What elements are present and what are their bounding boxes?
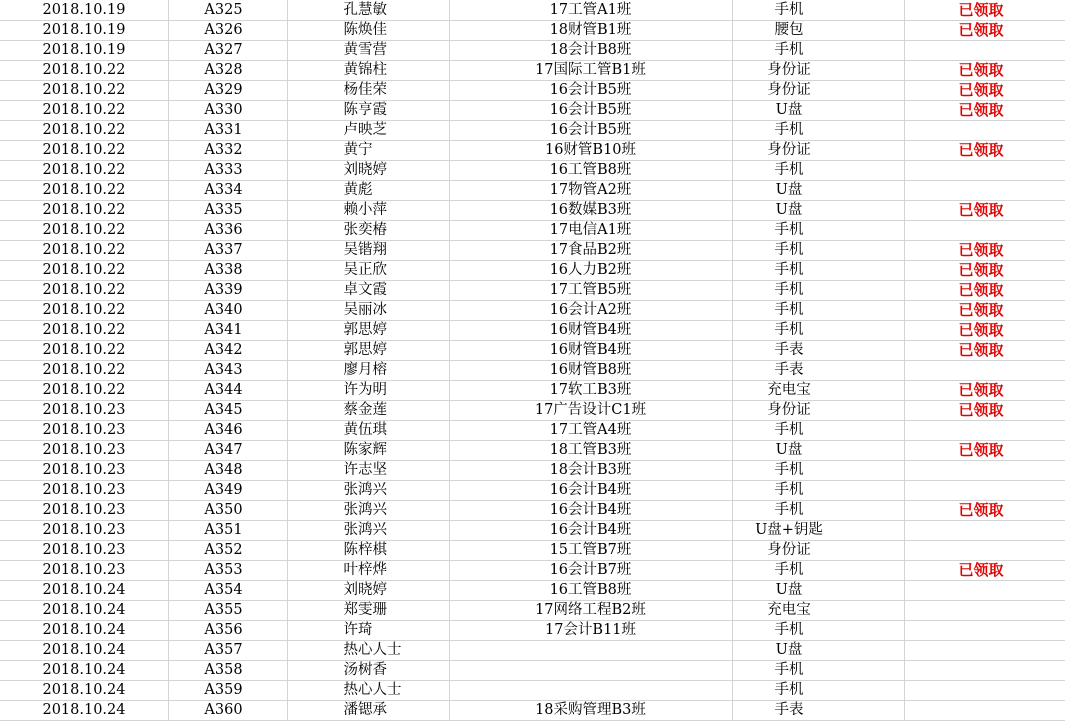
name-cell[interactable]: 许志坚 [287, 461, 449, 481]
table-row [0, 601, 1065, 621]
status-cell[interactable] [904, 481, 1065, 501]
status-cell[interactable] [904, 661, 1065, 681]
name-cell[interactable]: 赖小萍 [287, 201, 449, 221]
class-cell[interactable]: 15工管B7班 [449, 541, 732, 561]
date-cell[interactable]: 2018.10.23 [0, 481, 168, 501]
status-cell[interactable] [904, 641, 1065, 661]
class-cell[interactable] [449, 641, 732, 661]
item-cell[interactable]: U盘 [732, 441, 904, 461]
item-cell[interactable]: 手机 [732, 681, 904, 701]
table-row [0, 701, 1065, 721]
name-cell[interactable]: 陈家辉 [287, 441, 449, 461]
item-cell[interactable]: U盘 [732, 101, 904, 121]
class-cell[interactable]: 16会计B4班 [449, 481, 732, 501]
item-cell[interactable]: 手机 [732, 661, 904, 681]
name-cell[interactable]: 郑雯珊 [287, 601, 449, 621]
code-cell[interactable]: A353 [168, 561, 287, 581]
name-cell[interactable]: 杨佳荣 [287, 81, 449, 101]
name-cell[interactable]: 吴锴翔 [287, 241, 449, 261]
status-cell[interactable] [904, 701, 1065, 721]
date-cell[interactable]: 2018.10.22 [0, 121, 168, 141]
name-cell[interactable]: 张鸿兴 [287, 521, 449, 541]
table-row [0, 661, 1065, 681]
class-cell[interactable]: 18采购管理B3班 [449, 701, 732, 721]
status-cell[interactable]: 已领取 [904, 81, 1065, 101]
code-cell[interactable]: A354 [168, 581, 287, 601]
item-cell[interactable]: U盘 [732, 181, 904, 201]
code-cell[interactable]: A344 [168, 381, 287, 401]
item-cell[interactable]: 身份证 [732, 401, 904, 421]
class-cell[interactable]: 18财管B1班 [449, 21, 732, 41]
code-cell[interactable]: A358 [168, 661, 287, 681]
table-row [0, 581, 1065, 601]
class-cell[interactable]: 18会计B8班 [449, 41, 732, 61]
item-cell[interactable]: 手机 [732, 41, 904, 61]
status-cell[interactable] [904, 41, 1065, 61]
date-cell[interactable]: 2018.10.23 [0, 521, 168, 541]
name-cell[interactable]: 汤树香 [287, 661, 449, 681]
name-cell[interactable]: 陈焕佳 [287, 21, 449, 41]
class-cell[interactable]: 17物管A2班 [449, 181, 732, 201]
item-cell[interactable]: 手机 [732, 321, 904, 341]
item-cell[interactable]: 身份证 [732, 81, 904, 101]
code-cell[interactable]: A349 [168, 481, 287, 501]
status-cell[interactable] [904, 581, 1065, 601]
name-cell[interactable]: 吴丽冰 [287, 301, 449, 321]
date-cell[interactable]: 2018.10.23 [0, 461, 168, 481]
code-cell[interactable]: A340 [168, 301, 287, 321]
table-row [0, 221, 1065, 241]
status-cell[interactable] [904, 121, 1065, 141]
item-cell[interactable]: 手机 [732, 621, 904, 641]
table-row [0, 61, 1065, 81]
code-cell[interactable]: A350 [168, 501, 287, 521]
class-cell[interactable]: 16会计B5班 [449, 121, 732, 141]
name-cell[interactable]: 叶梓烨 [287, 561, 449, 581]
name-cell[interactable]: 吴正欣 [287, 261, 449, 281]
code-cell[interactable]: A341 [168, 321, 287, 341]
name-cell[interactable]: 张鸿兴 [287, 481, 449, 501]
status-cell[interactable]: 已领取 [904, 281, 1065, 301]
item-cell[interactable]: U盘 [732, 581, 904, 601]
date-cell[interactable]: 2018.10.22 [0, 61, 168, 81]
table-row [0, 321, 1065, 341]
name-cell[interactable]: 卓文霞 [287, 281, 449, 301]
table-row [0, 361, 1065, 381]
name-cell[interactable]: 黄宁 [287, 141, 449, 161]
code-cell[interactable]: A328 [168, 61, 287, 81]
name-cell[interactable]: 黄伍琪 [287, 421, 449, 441]
item-cell[interactable]: U盘 [732, 641, 904, 661]
status-cell[interactable]: 已领取 [904, 441, 1065, 461]
date-cell[interactable]: 2018.10.23 [0, 541, 168, 561]
date-cell[interactable]: 2018.10.22 [0, 321, 168, 341]
date-cell[interactable]: 2018.10.24 [0, 601, 168, 621]
code-cell[interactable]: A339 [168, 281, 287, 301]
item-cell[interactable]: 手机 [732, 241, 904, 261]
table-row [0, 461, 1065, 481]
table-row [0, 241, 1065, 261]
date-cell[interactable]: 2018.10.22 [0, 301, 168, 321]
status-cell[interactable]: 已领取 [904, 501, 1065, 521]
table-row [0, 201, 1065, 221]
class-cell[interactable]: 16财管B4班 [449, 321, 732, 341]
status-cell[interactable] [904, 621, 1065, 641]
code-cell[interactable]: A359 [168, 681, 287, 701]
code-cell[interactable]: A351 [168, 521, 287, 541]
date-cell[interactable]: 2018.10.24 [0, 681, 168, 701]
status-cell[interactable]: 已领取 [904, 261, 1065, 281]
table-row [0, 681, 1065, 701]
table-row [0, 261, 1065, 281]
status-cell[interactable] [904, 461, 1065, 481]
name-cell[interactable]: 潘锶承 [287, 701, 449, 721]
class-cell[interactable]: 16会计B7班 [449, 561, 732, 581]
name-cell[interactable]: 卢映芝 [287, 121, 449, 141]
code-cell[interactable]: A343 [168, 361, 287, 381]
status-cell[interactable] [904, 521, 1065, 541]
class-cell[interactable]: 17工管B5班 [449, 281, 732, 301]
item-cell[interactable]: 手表 [732, 701, 904, 721]
date-cell[interactable]: 2018.10.22 [0, 381, 168, 401]
table-row [0, 41, 1065, 61]
class-cell[interactable]: 16人力B2班 [449, 261, 732, 281]
code-cell[interactable]: A342 [168, 341, 287, 361]
class-cell[interactable]: 17网络工程B2班 [449, 601, 732, 621]
status-cell[interactable]: 已领取 [904, 201, 1065, 221]
name-cell[interactable]: 刘晓婷 [287, 161, 449, 181]
name-cell[interactable]: 郭思婷 [287, 321, 449, 341]
item-cell[interactable]: 身份证 [732, 141, 904, 161]
table-row [0, 381, 1065, 401]
item-cell[interactable]: 手机 [732, 461, 904, 481]
table-row [0, 421, 1065, 441]
table-row [0, 441, 1065, 461]
date-cell[interactable]: 2018.10.22 [0, 141, 168, 161]
date-cell[interactable]: 2018.10.22 [0, 181, 168, 201]
table-row [0, 341, 1065, 361]
class-cell[interactable]: 16会计A2班 [449, 301, 732, 321]
name-cell[interactable]: 黄彪 [287, 181, 449, 201]
code-cell[interactable]: A329 [168, 81, 287, 101]
date-cell[interactable]: 2018.10.24 [0, 641, 168, 661]
name-cell[interactable]: 张奕椿 [287, 221, 449, 241]
table-row [0, 121, 1065, 141]
table-row [0, 641, 1065, 661]
code-cell[interactable]: A356 [168, 621, 287, 641]
class-cell[interactable] [449, 661, 732, 681]
status-cell[interactable] [904, 161, 1065, 181]
item-cell[interactable]: 手机 [732, 221, 904, 241]
table-row [0, 21, 1065, 41]
name-cell[interactable]: 许为明 [287, 381, 449, 401]
class-cell[interactable]: 16数媒B3班 [449, 201, 732, 221]
code-cell[interactable]: A345 [168, 401, 287, 421]
table-row [0, 481, 1065, 501]
item-cell[interactable]: 手机 [732, 421, 904, 441]
code-cell[interactable]: A336 [168, 221, 287, 241]
class-cell[interactable]: 17食品B2班 [449, 241, 732, 261]
date-cell[interactable]: 2018.10.19 [0, 0, 168, 21]
item-cell[interactable]: 手机 [732, 261, 904, 281]
status-cell[interactable]: 已领取 [904, 561, 1065, 581]
name-cell[interactable]: 黄雪营 [287, 41, 449, 61]
date-cell[interactable]: 2018.10.22 [0, 361, 168, 381]
date-cell[interactable]: 2018.10.24 [0, 701, 168, 721]
class-cell[interactable]: 16工管B8班 [449, 161, 732, 181]
name-cell[interactable]: 张鸿兴 [287, 501, 449, 521]
class-cell[interactable]: 17软工B3班 [449, 381, 732, 401]
status-cell[interactable] [904, 361, 1065, 381]
class-cell[interactable]: 17广告设计C1班 [449, 401, 732, 421]
item-cell[interactable]: 充电宝 [732, 381, 904, 401]
date-cell[interactable]: 2018.10.22 [0, 221, 168, 241]
table-row [0, 161, 1065, 181]
code-cell[interactable]: A330 [168, 101, 287, 121]
status-cell[interactable] [904, 681, 1065, 701]
item-cell[interactable]: 身份证 [732, 61, 904, 81]
code-cell[interactable]: A334 [168, 181, 287, 201]
date-cell[interactable]: 2018.10.22 [0, 201, 168, 221]
table-row [0, 401, 1065, 421]
code-cell[interactable]: A326 [168, 21, 287, 41]
item-cell[interactable]: U盘+钥匙 [732, 521, 904, 541]
status-cell[interactable]: 已领取 [904, 321, 1065, 341]
status-cell[interactable]: 已领取 [904, 381, 1065, 401]
status-cell[interactable] [904, 421, 1065, 441]
date-cell[interactable]: 2018.10.22 [0, 341, 168, 361]
class-cell[interactable]: 17电信A1班 [449, 221, 732, 241]
table-row [0, 0, 1065, 21]
code-cell[interactable]: A331 [168, 121, 287, 141]
name-cell[interactable]: 郭思婷 [287, 341, 449, 361]
date-cell[interactable]: 2018.10.23 [0, 441, 168, 461]
code-cell[interactable]: A352 [168, 541, 287, 561]
code-cell[interactable]: A355 [168, 601, 287, 621]
class-cell[interactable]: 16工管B8班 [449, 581, 732, 601]
code-cell[interactable]: A332 [168, 141, 287, 161]
table-row [0, 81, 1065, 101]
date-cell[interactable]: 2018.10.22 [0, 241, 168, 261]
date-cell[interactable]: 2018.10.22 [0, 81, 168, 101]
item-cell[interactable]: 手表 [732, 341, 904, 361]
class-cell[interactable]: 18工管B3班 [449, 441, 732, 461]
table-row [0, 501, 1065, 521]
item-cell[interactable]: 手机 [732, 161, 904, 181]
status-cell[interactable]: 已领取 [904, 0, 1065, 21]
class-cell[interactable]: 17工管A1班 [449, 0, 732, 21]
status-cell[interactable]: 已领取 [904, 401, 1065, 421]
status-cell[interactable]: 已领取 [904, 241, 1065, 261]
status-cell[interactable]: 已领取 [904, 141, 1065, 161]
code-cell[interactable]: A360 [168, 701, 287, 721]
status-cell[interactable]: 已领取 [904, 21, 1065, 41]
table-row [0, 521, 1065, 541]
item-cell[interactable]: 腰包 [732, 21, 904, 41]
table-row [0, 621, 1065, 641]
table-row [0, 541, 1065, 561]
class-cell[interactable]: 16会计B5班 [449, 101, 732, 121]
date-cell[interactable]: 2018.10.23 [0, 501, 168, 521]
table-row [0, 301, 1065, 321]
date-cell[interactable]: 2018.10.23 [0, 401, 168, 421]
status-cell[interactable] [904, 541, 1065, 561]
name-cell[interactable]: 刘晓婷 [287, 581, 449, 601]
date-cell[interactable]: 2018.10.22 [0, 261, 168, 281]
class-cell[interactable]: 17会计B11班 [449, 621, 732, 641]
date-cell[interactable]: 2018.10.23 [0, 561, 168, 581]
status-cell[interactable]: 已领取 [904, 341, 1065, 361]
date-cell[interactable]: 2018.10.22 [0, 161, 168, 181]
class-cell[interactable] [449, 681, 732, 701]
code-cell[interactable]: A325 [168, 0, 287, 21]
class-cell[interactable]: 16财管B4班 [449, 341, 732, 361]
code-cell[interactable]: A348 [168, 461, 287, 481]
name-cell[interactable]: 陈亨霞 [287, 101, 449, 121]
class-cell[interactable]: 16财管B8班 [449, 361, 732, 381]
table-row [0, 561, 1065, 581]
class-cell[interactable]: 16财管B10班 [449, 141, 732, 161]
date-cell[interactable]: 2018.10.23 [0, 421, 168, 441]
item-cell[interactable]: 手机 [732, 481, 904, 501]
item-cell[interactable]: 手机 [732, 301, 904, 321]
class-cell[interactable]: 17国际工管B1班 [449, 61, 732, 81]
class-cell[interactable]: 18会计B3班 [449, 461, 732, 481]
code-cell[interactable]: A346 [168, 421, 287, 441]
class-cell[interactable]: 16会计B5班 [449, 81, 732, 101]
name-cell[interactable]: 热心人士 [287, 681, 449, 701]
date-cell[interactable]: 2018.10.24 [0, 621, 168, 641]
status-cell[interactable] [904, 221, 1065, 241]
table-row [0, 181, 1065, 201]
status-cell[interactable]: 已领取 [904, 61, 1065, 81]
date-cell[interactable]: 2018.10.24 [0, 661, 168, 681]
status-cell[interactable]: 已领取 [904, 101, 1065, 121]
item-cell[interactable]: 手机 [732, 281, 904, 301]
item-cell[interactable]: 手机 [732, 121, 904, 141]
table-row [0, 141, 1065, 161]
name-cell[interactable]: 廖月榕 [287, 361, 449, 381]
name-cell[interactable]: 黄锦柱 [287, 61, 449, 81]
date-cell[interactable]: 2018.10.19 [0, 21, 168, 41]
date-cell[interactable]: 2018.10.22 [0, 101, 168, 121]
item-cell[interactable]: 身份证 [732, 541, 904, 561]
item-cell[interactable]: U盘 [732, 201, 904, 221]
class-cell[interactable]: 16会计B4班 [449, 521, 732, 541]
item-cell[interactable]: 手机 [732, 501, 904, 521]
status-cell[interactable]: 已领取 [904, 301, 1065, 321]
class-cell[interactable]: 16会计B4班 [449, 501, 732, 521]
code-cell[interactable]: A337 [168, 241, 287, 261]
table-row [0, 101, 1065, 121]
item-cell[interactable]: 手机 [732, 561, 904, 581]
code-cell[interactable]: A338 [168, 261, 287, 281]
code-cell[interactable]: A335 [168, 201, 287, 221]
class-cell[interactable]: 17工管A4班 [449, 421, 732, 441]
date-cell[interactable]: 2018.10.22 [0, 281, 168, 301]
status-cell[interactable] [904, 601, 1065, 621]
code-cell[interactable]: A347 [168, 441, 287, 461]
code-cell[interactable]: A357 [168, 641, 287, 661]
name-cell[interactable]: 陈梓棋 [287, 541, 449, 561]
date-cell[interactable]: 2018.10.24 [0, 581, 168, 601]
name-cell[interactable]: 许琦 [287, 621, 449, 641]
name-cell[interactable]: 孔慧敏 [287, 0, 449, 21]
name-cell[interactable]: 蔡金莲 [287, 401, 449, 421]
date-cell[interactable]: 2018.10.19 [0, 41, 168, 61]
code-cell[interactable]: A327 [168, 41, 287, 61]
table-row [0, 281, 1065, 301]
item-cell[interactable]: 手表 [732, 361, 904, 381]
code-cell[interactable]: A333 [168, 161, 287, 181]
name-cell[interactable]: 热心人士 [287, 641, 449, 661]
item-cell[interactable]: 手机 [732, 0, 904, 21]
status-cell[interactable] [904, 181, 1065, 201]
item-cell[interactable]: 充电宝 [732, 601, 904, 621]
